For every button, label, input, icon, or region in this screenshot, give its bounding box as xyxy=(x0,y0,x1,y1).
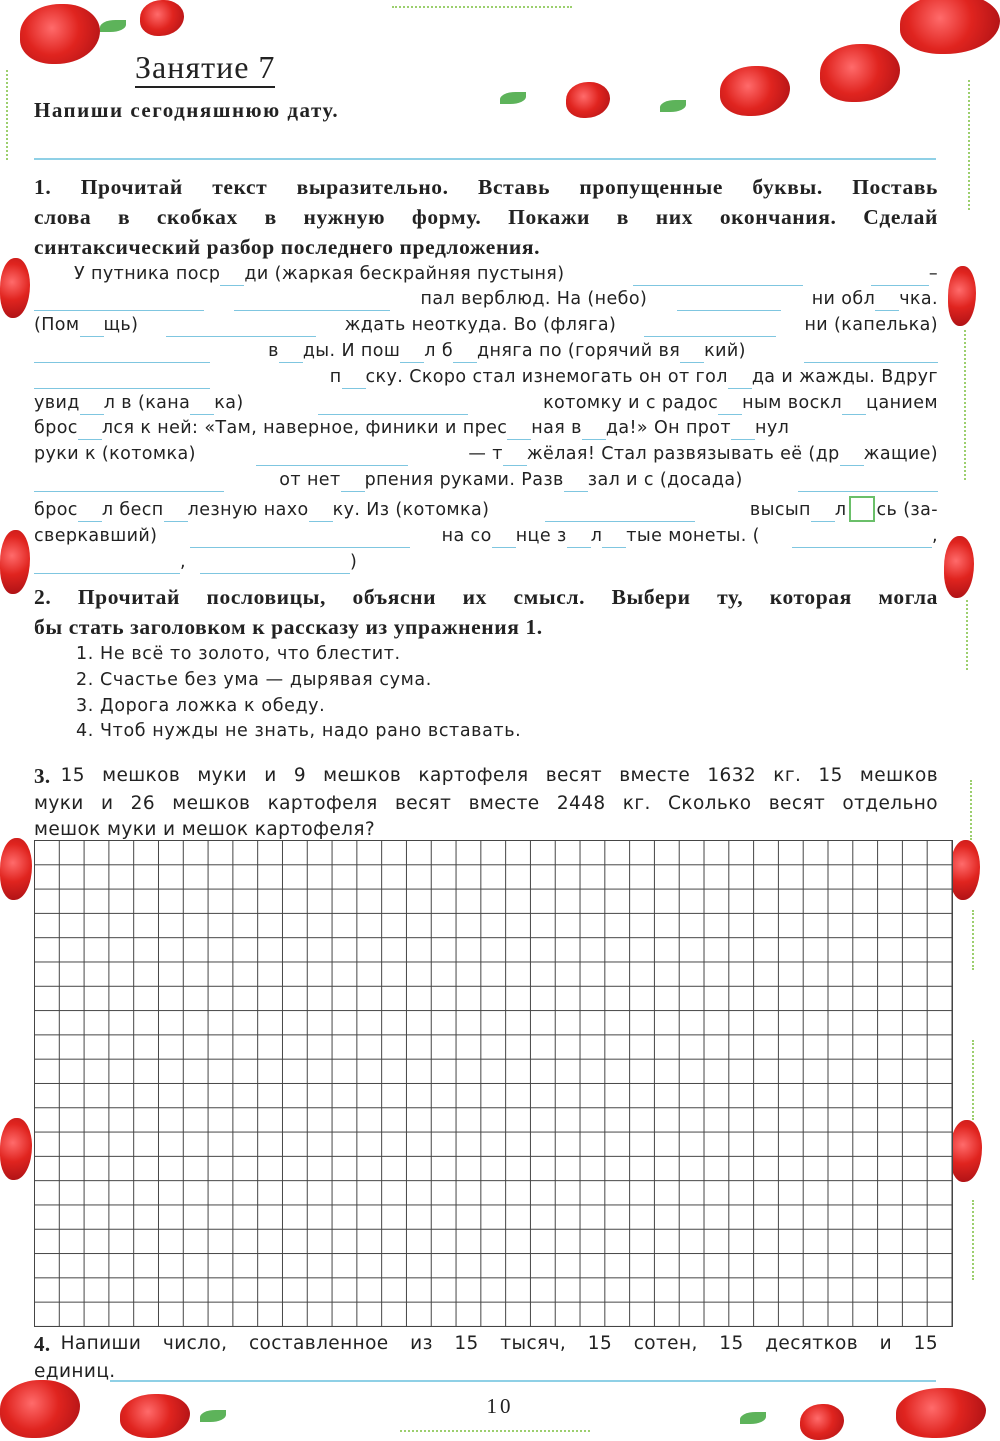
letter-blank[interactable] xyxy=(582,421,606,440)
rose-icon xyxy=(900,0,1000,54)
task3-text: муки и 26 мешков картофеля весят вместе 2448 кг. Сколько весят отдельно xyxy=(34,793,938,814)
word-blank[interactable] xyxy=(256,447,408,466)
letter-blank[interactable] xyxy=(492,529,516,548)
vine-icon xyxy=(970,780,972,840)
task1-heading: слова в скобках в нужную форму. Покажи в них окончания. Сделай xyxy=(34,205,938,229)
letter-blank[interactable] xyxy=(341,473,365,492)
letter-blank[interactable] xyxy=(78,421,102,440)
leaf-icon xyxy=(100,20,126,32)
letter-blank[interactable] xyxy=(80,396,104,415)
text-line: брос л бесп лезную нахо ку. Из (котомка) высып л сь (за- xyxy=(34,496,938,522)
letter-blank[interactable] xyxy=(503,447,527,466)
letter-blank[interactable] xyxy=(811,503,835,522)
rose-icon xyxy=(0,838,32,900)
task3-number: 3. xyxy=(34,764,51,788)
leaf-icon xyxy=(660,100,686,112)
word-blank[interactable] xyxy=(804,344,938,363)
letter-blank[interactable] xyxy=(453,344,477,363)
task3-text: 3. 15 мешков муки и 9 мешков картофеля весят вместе 1632 кг. 15 мешков xyxy=(34,764,938,788)
letter-blank[interactable] xyxy=(567,529,591,548)
letter-blank[interactable] xyxy=(80,318,104,337)
text-line: пал верблюд. На (небо) ни обл чка. xyxy=(34,287,938,311)
letter-blank[interactable] xyxy=(842,396,866,415)
rose-icon xyxy=(20,4,100,64)
rose-icon xyxy=(950,840,980,900)
letter-blank[interactable] xyxy=(728,370,752,389)
text-line: , ) xyxy=(34,550,938,574)
word-blank[interactable] xyxy=(677,292,781,311)
word-blank[interactable] xyxy=(34,344,210,363)
vine-icon xyxy=(966,600,968,670)
date-answer-line[interactable] xyxy=(34,158,936,160)
task2-heading: бы стать заголовком к рассказу из упражнения 1. xyxy=(34,615,543,639)
word-blank[interactable] xyxy=(166,318,316,337)
graph-paper-answer-area[interactable] xyxy=(34,840,953,1327)
letter-blank[interactable] xyxy=(400,344,424,363)
text-line: брос лся к ней: «Там, наверное, финики и прес ная в да!» Он прот нул xyxy=(34,418,790,438)
letter-blank[interactable] xyxy=(507,421,531,440)
letter-blank[interactable] xyxy=(875,292,899,311)
rose-icon xyxy=(950,1120,982,1182)
text-line: (Пом щь) ждать неоткуда. Во (фляга) ни (капелька) xyxy=(34,315,938,335)
word-blank[interactable] xyxy=(798,473,938,492)
word-blank[interactable] xyxy=(871,267,929,286)
letter-blank[interactable] xyxy=(220,267,244,286)
letter-box[interactable] xyxy=(849,496,875,522)
letter-blank[interactable] xyxy=(78,503,102,522)
text-line: У путника поср ди (жаркая бескрайняя пустыня) – xyxy=(74,264,938,284)
text-line: руки к (котомка) — т жёлая! Стал развязывать её (др жащие) xyxy=(34,444,938,464)
word-blank[interactable] xyxy=(792,529,932,548)
letter-blank[interactable] xyxy=(164,503,188,522)
letter-blank[interactable] xyxy=(680,344,704,363)
word-blank[interactable] xyxy=(644,318,776,337)
rose-icon xyxy=(820,44,900,102)
word-blank[interactable] xyxy=(633,267,803,286)
text-line: п ску. Скоро стал изнемогать он от гол да и жажды. Вдруг xyxy=(34,365,938,389)
word-blank[interactable] xyxy=(318,396,468,415)
word-blank[interactable] xyxy=(545,503,695,522)
proverb-item: 4. Чтоб нужды не знать, надо рано вставать. xyxy=(76,721,522,741)
task4-text: 4. Напиши число, составленное из 15 тысяч, 15 сотен, 15 десятков и 15 xyxy=(34,1332,938,1356)
proverb-item: 2. Счастье без ума — дырявая сума. xyxy=(76,670,432,690)
rose-icon xyxy=(0,530,30,594)
task4-text: единиц. xyxy=(34,1361,116,1382)
word-blank[interactable] xyxy=(200,555,350,574)
word-blank[interactable] xyxy=(34,473,224,492)
task2-heading: 2. Прочитай пословицы, объясни их смысл. Выбери ту, которая могла xyxy=(34,585,938,609)
proverb-item: 1. Не всё то золото, что блестит. xyxy=(76,644,401,664)
rose-icon xyxy=(0,258,30,318)
word-blank[interactable] xyxy=(234,292,390,311)
word-blank[interactable] xyxy=(34,555,180,574)
word-blank[interactable] xyxy=(34,292,204,311)
rose-icon xyxy=(948,266,976,326)
page-number: 10 xyxy=(486,1394,514,1418)
word-blank[interactable] xyxy=(190,529,410,548)
letter-blank[interactable] xyxy=(342,370,366,389)
letter-blank[interactable] xyxy=(718,396,742,415)
rose-icon xyxy=(566,82,610,118)
proverb-item: 3. Дорога ложка к обеду. xyxy=(76,696,326,716)
letter-blank[interactable] xyxy=(564,473,588,492)
letter-blank[interactable] xyxy=(190,396,214,415)
word-blank[interactable] xyxy=(34,370,210,389)
task1-heading: 1. Прочитай текст выразительно. Вставь пропущенные буквы. Поставь xyxy=(34,175,938,199)
vine-icon xyxy=(972,1200,974,1280)
task3-text: мешок муки и мешок картофеля? xyxy=(34,819,376,840)
rose-icon xyxy=(720,66,790,116)
rose-icon xyxy=(944,536,974,598)
letter-blank[interactable] xyxy=(840,447,864,466)
letter-blank[interactable] xyxy=(602,529,626,548)
vine-icon xyxy=(400,1430,590,1432)
vine-icon xyxy=(964,330,966,480)
text-line: сверкавший) на со нце з л тые монеты. ( , xyxy=(34,526,938,546)
vine-icon xyxy=(972,1040,974,1120)
vine-icon xyxy=(968,80,970,210)
letter-blank[interactable] xyxy=(731,421,755,440)
date-prompt: Напиши сегодняшнюю дату. xyxy=(34,98,340,122)
task4-answer-line[interactable] xyxy=(110,1380,936,1382)
leaf-icon xyxy=(500,92,526,104)
vine-icon xyxy=(972,910,974,970)
letter-blank[interactable] xyxy=(309,503,333,522)
task1-heading: синтаксический разбор последнего предложения. xyxy=(34,235,541,259)
text-line: от нет рпения руками. Разв зал и с (досада) xyxy=(34,468,938,492)
text-line: в ды. И пош л б дняга по (горячий вя кий) xyxy=(34,339,938,363)
rose-icon xyxy=(0,1118,32,1180)
text-line: увид л в (кана ка) котомку и с радос ным воскл цанием xyxy=(34,393,938,413)
page-title: Занятие 7 xyxy=(135,48,275,88)
letter-blank[interactable] xyxy=(279,344,303,363)
task4-number: 4. xyxy=(34,1332,51,1356)
vine-icon xyxy=(392,6,572,8)
vine-icon xyxy=(6,70,8,160)
rose-icon xyxy=(140,0,184,36)
